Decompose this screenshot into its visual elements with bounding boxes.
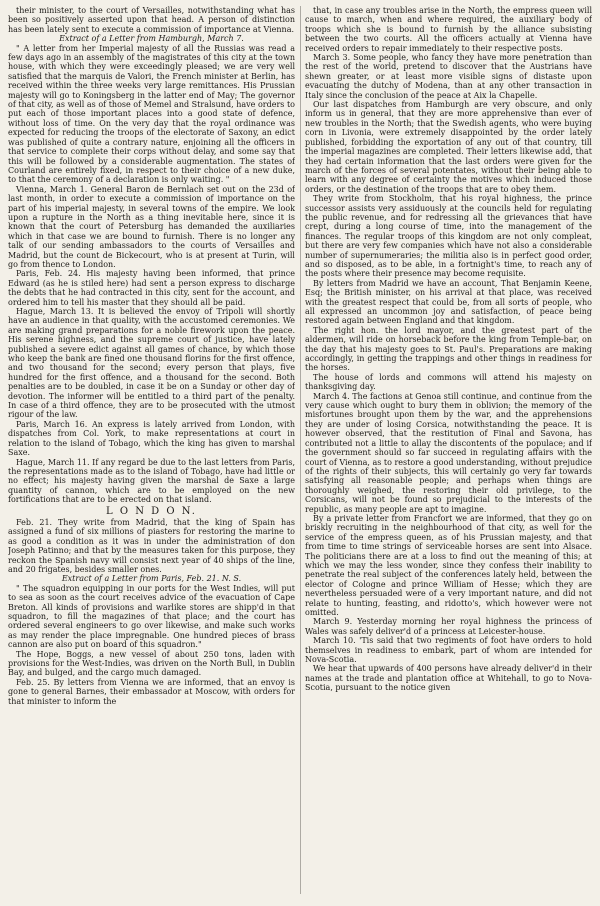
article-paragraph: Vienna, March 1. General Baron de Bernlach set out on the 23d of last month, in order to execute a commission of importance on the part of his imperial majesty, in several towns of the empire. We look upon a rupture in the North as a thing inevitable here, since it is known that the court of Petersburg has demanded the auxiliaries which in that case we are bound to furnish. There is no longer any talk of our sending ambassadors to the courts of Versailles and Madrid, but the count de Bickecourt, who is at present at Turin, will go from thence to London.: [8, 184, 295, 269]
article-paragraph: " The squadron equipping in our ports for the West Indies, will put to sea as soon as the court receives advice of the evacuation of Cape Breton. All kinds of provisions and warlike stores are shipp'd in that squadron, to fill the magazines of that place; and the court has ordered several engineers to go over likewise, and make such works as may render the place impregnable. One hundred pieces of brass cannon are also put on board of this squadron.": [8, 583, 295, 650]
article-paragraph: Paris, March 16. An express is lately arrived from London, with dispatches from Col. York, to make representations at court in relation to the island of Tobago, which the king has given to marshal Saxe.: [8, 419, 295, 458]
article-paragraph: their minister, to the court of Versailles, notwithstanding what has been so positively asserted upon that head. A person of distinction has been lately sent to execute a commission of importance at Vienna.: [8, 6, 295, 34]
article-paragraph: Hague, March 11. If any regard be due to the last letters from Paris, the representations made as to the island of Tobago, have had little or no effect; his majesty having given the marshal de Saxe a large quantity of cannon, which are to be employed on the new fortifications that are to be erected on that island.: [8, 457, 295, 505]
article-paragraph: The right hon. the lord mayor, and the greatest part of the aldermen, will ride on horseback before the king from Temple-bar, on the day that his majesty goes to St. Paul's. Preparations are making accordingly, in getting the trappings and other things in readiness for the horses.: [305, 325, 592, 373]
article-paragraph: March 9. Yesterday morning her royal highness the princess of Wales was safely deliver'd of a princess at Leicester-house.: [305, 617, 592, 636]
article-paragraph: March 3. Some people, who fancy they have more penetration than the rest of the world, pretend to discover that the Austrians have shewn greater, or at least more visible signs of distaste upon evacuating the dutchy of Modena, than at any other transaction in Italy since the conclusion of the peace at Aix la Chapelle.: [305, 53, 592, 100]
article-paragraph: We hear that upwards of 400 persons have already deliver'd in their names at the trade and plantation office at Whitehall, to go to Nova-Scotia, pursuant to the notice given: [305, 664, 592, 693]
column-divider: [300, 6, 301, 894]
article-paragraph: By a private letter from Francfort we are informed, that they go on briskly recruiting in the neighbourhood of that city, as well for the service of the empress queen, as of his Prussian majesty, and that from time to time strings of serviceable horses are sent into Alsace. The politicians there are at a loss to find out the meaning of this; at which we may the less wonder, since they confess their inability to penetrate the real subject of the conferences lately held, between the elector of Cologne and prince William of Hesse; which they are nevertheless persuaded were of a very important nature, and did not relate to hunting, feasting, and ridotto's, which however were not omitted.: [305, 513, 592, 617]
article-paragraph: March 4. The factions at Genoa still continue, and continue from the very cause which ought to bury them in oblivion; the memory of the misfortunes brought upon them by the war, and the apprehensions they are under of losing Corsica, notwithstanding the peace. It is however observed, that the restitution of Final and Savona, has contributed not a little to allay the discontents of the populace; and if the government should so far succeed in regulating affairs with the court of Vienna, as to restore a good understanding, without prejudice of the rights of their subjects, this will certainly go very far towards satisfying all reasonable people; and perhaps when things are thoroughly weighed, the restoring their old privilege, to the Corsicans, will not be found so prejudicial to the interests of the republic, as many people are apt to imagine.: [305, 391, 592, 514]
article-paragraph: " A letter from her Imperial majesty of all the Russias was read a few days ago in an assembly of the magistrates of this city at the town house, with which they were exceedingly pleased; we are very well satisfied that the marquis de Valori, the French minister at Berlin, has received within the three weeks very large remittances. His Prussian majesty will go to Koningsberg in the latter end of May; The governor of that city, as well as of those of Memel and Stralsund, have orders to put each of those important places into a good state of defence, without loss of time. On the very day that the royal ordinance was expected for reducing the troops of the electorate of Saxony, an edict was published of quite a contrary nature, enjoining all the officers in that service to complete their corps without delay, and some say that this will be followed by a considerable augmentation. The states of Courland are entirely fixed, in respect to their choice of a new duke, to that the ceremony of a declaration is only waiting. ": [8, 43, 295, 185]
article-paragraph: Feb. 25. By letters from Vienna we are informed, that an envoy is gone to general Barnes, their embassador at Moscow, with orders for that minister to inform the: [8, 677, 295, 706]
newspaper-page: [8, 6, 592, 894]
right-column: [305, 6, 592, 894]
extract-heading: Extract of a Letter from Hamburgh, March 7.: [59, 34, 244, 44]
article-paragraph: They write from Stockholm, that his royal highness, the prince successor assists very assiduously at the councils held for regulating the public revenue, and for redressing all the grievances that have crept, during a long course of time, into the management of the finances. The regular troops of this kingdom are not only compleat, but there are very few companies which have not also a considerable number of supernumeraries; the militia also is in perfect good order, and so disposed, as to be able, in a fortnight's time, to reach any of the posts where their presence may become requisite.: [305, 194, 592, 279]
article-paragraph: Feb. 21. They write from Madrid, that the king of Spain has assigned a fund of six millions of piasters for restoring the marine to as good a condition as it was in under the administration of don Joseph Patinno; and that by the measures taken for this purpose, they reckon the Spanish navy will consist next year of 40 ships of the line, and 20 frigates, besides smaller ones.: [8, 517, 295, 574]
article-paragraph: Our last dispatches from Hamburgh are very obscure, and only inform us in general, that they are more apprehensive than ever of new troubles in the North; that the Swedish agents, who were buying corn in Livonia, were extremely disappointed by the order lately published, forbidding the exportation of any out of that country, till the imperial magazines are completed. Their letters likewise add, that they had certain information that the last orders were given for the march of the forces of several potentates, without their being able to learn with any degree of certainty the motives which induced those orders, or the destination of the troops that are to obey them.: [305, 100, 592, 194]
article-paragraph: The Hope, Boggs, a new vessel of about 250 tons, laden with provisions for the West-Indies, was driven on the North Bull, in Dublin Bay, and bulged, and the cargo much damaged.: [8, 649, 295, 678]
article-paragraph: Paris, Feb. 24. His majesty having been informed, that prince Edward (as he is stiled here) had sent a person express to discharge the debts that he had contracted in this city, sent for the account, and ordered him to tell his master that they should all be paid.: [8, 269, 295, 307]
left-column: [8, 6, 295, 894]
article-paragraph: that, in case any troubles arise in the North, the empress queen will cause to march, when and where required, the auxiliary body of troops which she is bound to furnish by the alliance subsisting between the two courts. All the officers actually at Vienna have received orders to repair immediately to their respective posts.: [305, 6, 592, 53]
article-paragraph: March 10. 'Tis said that two regiments of foot have orders to hold themselves in readiness to embark, part of whom are intended for Nova-Scotia.: [305, 636, 592, 665]
article-paragraph: By letters from Madrid we have an account, That Benjamin Keene, Esq; the British minister, on his arrival at that place, was received with the greatest respect that could be, from all sorts of people, who all expressed an uncommon joy and satisfaction, of peace being restored again between England and that kingdom.: [305, 278, 592, 326]
extract-heading: Extract of a Letter from Paris, Feb. 21. N. S.: [61, 574, 242, 584]
article-paragraph: The house of lords and commons will attend his majesty on thanksgiving day.: [305, 372, 592, 392]
london-section-heading: L O N D O N.: [106, 505, 197, 517]
article-paragraph: Hague, March 13. It is believed the envoy of Tripoli will shortly have an audience in that quality, with the accustomed ceremonies. We are making grand preparations for a noble firework upon the peace. His serene highness, and the supreme court of justice, have lately published a severe edict against all games of chance, by which those who keep the bank are fined one thousand florins for the first offence, and two thousand for the second; every person that plays, five hundred for the first offence, and a thousand for the second. Both penalties are to be doubled, in case it be on a Sunday or other day of devotion. The informer will be entitled to a third part of the penalty. In case of a third offence, they are to be prosecuted with the utmost rigour of the law.: [8, 307, 295, 420]
